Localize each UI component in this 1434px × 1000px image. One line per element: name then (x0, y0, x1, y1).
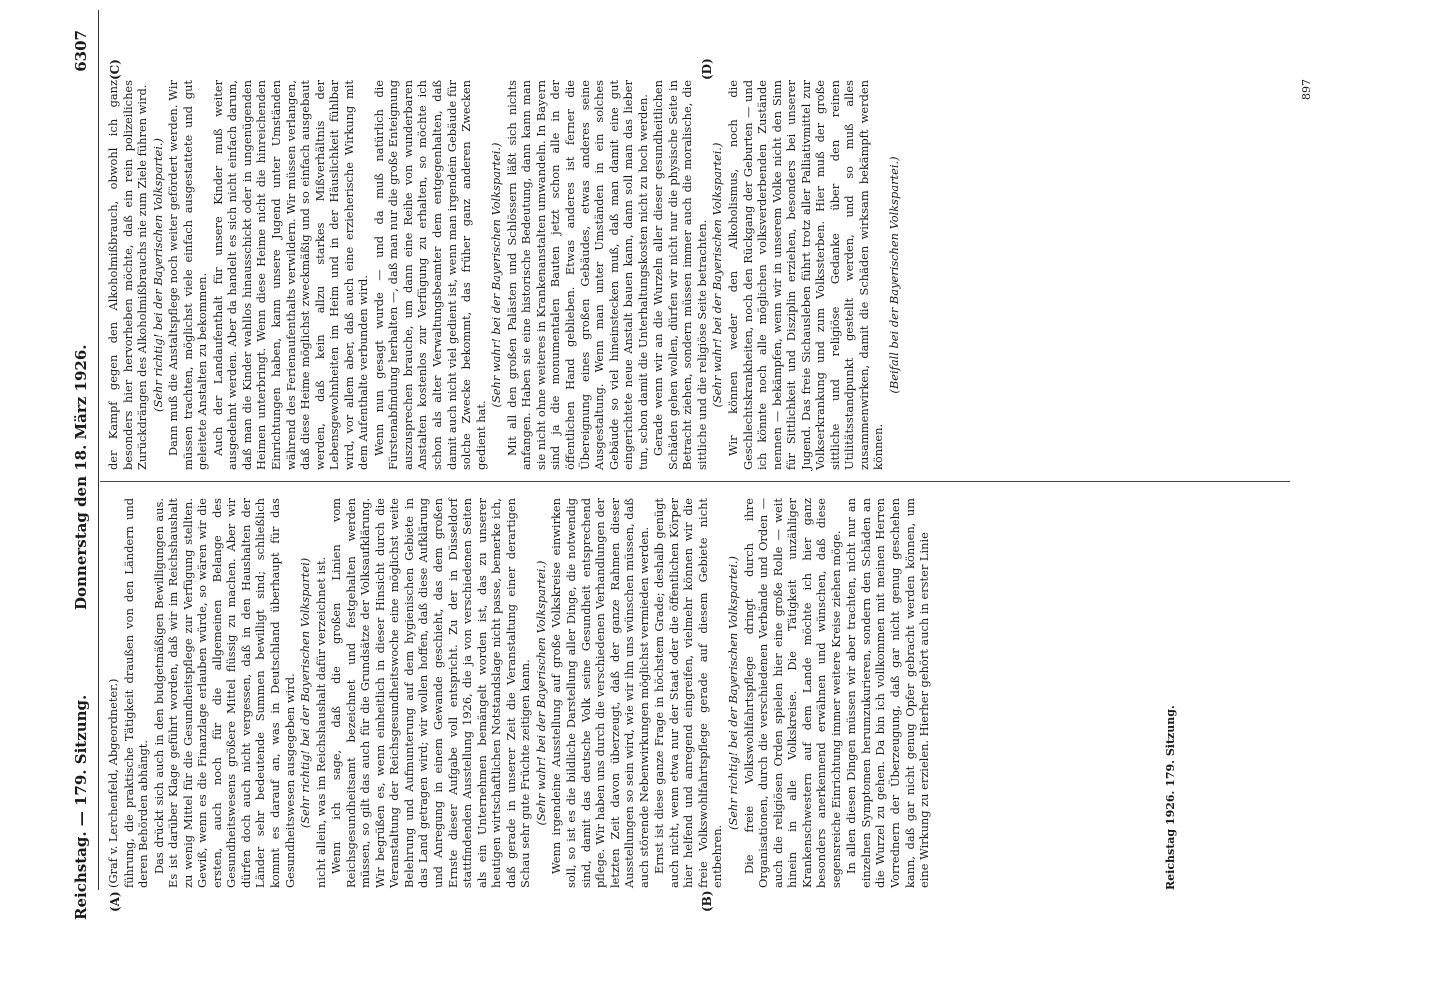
header-left: Reichstag. — 179. Sitzung. (72, 694, 90, 920)
margin-marker-c: (C) (108, 59, 122, 80)
header-page-number: 6307 (72, 30, 90, 72)
margin-marker-d: (D) (700, 58, 714, 80)
interjection: (Sehr richtig! bei der Bayerischen Volkspartei.) (150, 138, 165, 412)
digitization-note (1400, 0, 1434, 1000)
paragraph: Wenn irgendeine Ausstellung auf große Volkskreise einwirken soll, so ist es die bildliche Darstellung aller Dinge, die notwendig sind, damit das deutsche Volk seine Gesundheit entsprechend pflege. Wir haben uns durch die verschiedenen Verhandlungen der letzten Zeit davon überzeugt, daß der ganze Rahmen dieser Ausstellungen so sein wird, wie wir ihn uns wünschen müssen, daß auch störende Nebenwirkungen möglichst vermieden werden. (549, 498, 651, 888)
margin-marker-a: (A) (108, 891, 122, 912)
column-divider (100, 481, 1290, 482)
header-date: Donnerstag den 18. März 1926. (72, 344, 90, 610)
paragraph: nicht allein, was im Reichshaushalt dafür verzeichnet ist. (313, 556, 328, 888)
interjection: (Sehr richtig! bei der Bayerischen Volkspartei.) (725, 556, 740, 830)
page-header (72, 10, 100, 990)
paragraph: Wenn ich sage, daß die großen Linien vom Reichsgesundheitsamt bezeichnet und festgehalten werden müssen, so gilt das auch für die Grundsätze der Volksaufklärung. Wir begrüßen es, wenn einheitlich in dieser Hinsicht durch die Veranstaltung der Reichsgesundheitswoche eine möglichst weite Belehrung und Aufmunterung auf dem hygienischen Gebiete in das Land getragen wird; wir wollen hoffen, daß diese Aufklärung und Anregung in einem Gewande geschieht, das dem großen Ernste dieser Aufgabe voll entspricht. Zu der in Düsseldorf stattfindenden Ausstellung 1926, die ja von verschiedenen Seiten als ein Unternehmen bemängelt worden ist, das zu unserer heutigen wirtschaftlichen Notstandslage nicht passe, bemerke ich, daß gerade in unserer Zeit die Veranstaltung einer derartigen Schau sehr gute Früchte zeitigen kann. (329, 498, 533, 888)
paragraph: Wenn nun gesagt wurde — und da muß natürlich die Fürstenabfindung herhalten —, daß man nur die große Enteignung auszusprechen brauche, um dann eine Reihe von wunderbaren Anstalten kostenlos zur Verfügung zu erhalten, so möchte ich schon als alter Verwaltungsbeamter dem entgegenhalten, daß damit auch nicht viel gedient ist, wenn man irgendein Gebäude für solche Zwecke bekommt, das früher ganz anderen Zwecken gedient hat. (371, 80, 488, 470)
paragraph: der Kampf gegen den Alkoholmißbrauch, obwohl ich ganz besonders hier hervorheben möchte, daß ein rein polizeiliches Zurückdrängen des Alkoholmißbrauchs nie zum Ziele führen wird. (106, 80, 150, 470)
margin-marker-b: (B) (700, 890, 714, 912)
paragraph: Dann muß die Anstaltspflege noch weiter gefördert werden. Wir müssen trachten, möglichst viele einfach ausgestattete und gut geleitete Anstalten zu bekommen. (166, 80, 210, 470)
interjection: (Sehr wahr! bei der Bayerischen Volkspartei.) (489, 142, 504, 408)
paragraph: Mit all den großen Palästen und Schlössern läßt sich nichts anfangen. Haben sie eine historische Bedeutung, dann kann man sie nicht ohne weiteres in Krankenanstalten umwandeln. In Bayern sind ja die monumentalen Bauten jetzt schon alle in der öffentlichen Hand geblieben. Etwas anderes ist ferner die Übereignung eines großen Gebäudes, etwas anderes seine Ausgestaltung. Wenn man unter Umständen in ein solches Gebäude so viel hineinstecken muß, daß man damit eine gut eingerichtete neue Anstalt bauen kann, dann soll man das lieber tun, schon damit die Unterhaltungskosten nicht zu hoch werden. (504, 80, 650, 470)
paragraph: Auch der Landaufenthalt für unsere Kinder muß weiter ausgedehnt werden. Aber da handelt es sich nicht einfach darum, daß man die Kinder wahllos hinausschickt oder in ungenügenden Heimen unterbringt. Wenn diese Heime nicht die hinreichenden Einrichtungen haben, kann unsere Jugend unter Umständen während des Ferienaufenthalts verwildern. Wir müssen verlangen, daß diese Heime möglichst zweckmäßig und so einfach ausgebaut werden, daß kein allzu starkes Mißverhältnis der Lebensgewohnheiten im Heim und in der Häuslichkeit fühlbar wird, vor allem aber, daß auch eine erzieherische Wirkung mit dem Aufenthalte verbunden wird. (210, 80, 371, 470)
bottom-page-number: 897 (1300, 79, 1313, 100)
interjection: (Beifall bei der Bayerischen Volkspartei.) (886, 156, 901, 394)
paragraph: Ernst ist diese ganze Frage in höchstem Grade; deshalb genügt auch nicht, wenn etwa nur der Staat oder die öffentlichen Körper hier helfend und anregend eingreifen, vielmehr können wir die freie Volkswohlfahrtspflege gerade auf diesem Gebiete nicht entbehren. (652, 498, 725, 888)
text-column-right (106, 80, 1291, 470)
paragraph: Gerade wenn wir an die Wurzeln aller dieser gesundheitlichen Schäden gehen wollen, dürfen wir nicht nur die physische Seite in Betracht ziehen, sondern müssen immer auch die moralische, die sittliche und die religiöse Seite betrachten. (651, 80, 709, 470)
interjection: (Sehr wahr! bei der Bayerischen Volkspartei.) (710, 142, 725, 408)
speaker-line: (Graf v. Lerchenfeld, Abgeordneter.) (106, 678, 120, 888)
text-column-left (106, 498, 1156, 888)
paragraph: führung, die praktische Tätigkeit draußen von den Ländern und deren Behörden abhängt. (121, 498, 151, 888)
page-footer: Reichstag 1926. 179. Sitzung. (1164, 705, 1177, 890)
interjection: (Sehr wahr! bei der Bayerischen Volkspartei.) (533, 560, 548, 826)
paragraph: Das drückt sich auch in den budgetmäßigen Bewilligungen aus. Es ist darüber Klage geführt worden, daß wir im Reichshaushalt zu wenig Mittel für die Gesundheitspflege zur Verfügung stellten. Gewiß, wenn es die Finanzlage erlauben würde, so wären wir die ersten, auch noch für die allgemeinen Belange des Gesundheitswesens größere Mittel flüssig zu machen. Aber wir dürfen doch auch nicht vergessen, daß in den Haushalten der Länder sehr bedeutende Summen bewilligt sind; schließlich kommt es darauf an, was in Deutschland überhaupt für das Gesundheitswesen ausgegeben wird. (151, 498, 297, 888)
paragraph: In allen diesen Dingen müssen wir aber trachten, nicht nur an einzelnen Symptomen herumzukurieren, sondern den Schäden an die Wurzel zu gehen. Da bin ich vollkommen mit meinen Herren Vorrednern der Überzeugung, daß gar nicht genug geschehen kann, daß gar nicht genug Opfer gebracht werden können, um eine Wirkung zu erzielen. Hierher gehört auch in erster Linie (844, 498, 932, 888)
interjection: (Sehr richtig! bei der Bayerischen Volkspartei) (298, 557, 313, 829)
header-rule (98, 10, 99, 890)
paragraph: Die freie Volkswohlfahrtspflege dringt durch ihre Organisationen, durch die verschiedenen Verbände und Orden — auch die religiösen Orden spielen hier eine große Rolle — weit hinein in alle Volkskreise. Die Tätigkeit unzähliger Krankenschwestern auf dem Lande möchte ich hier ganz besonders anerkennend erwähnen und wünschen, daß diese segensreiche Einrichtung immer weitere Kreise ziehen möge. (741, 498, 843, 888)
paragraph: Wir können weder den Alkoholismus, noch die Geschlechtskrankheiten, noch den Rückgang der Geburten — und ich könnte noch alle möglichen volksverderbenden Zustände nennen — bekämpfen, wenn wir in unserem Volke nicht den Sinn für Sittlichkeit und Disziplin erziehen, besonders bei unserer Jugend. Das freie Sichausleben führt trotz aller Palliativmittel zur Volkserkrankung und zum Volkssterben. Hier muß der große sittliche und religiöse Gedanke über den reinen Utilitätsstandpunkt gestellt werden, und so muß alles zusammenwirken, damit die Schäden wirksam bekämpft werden können. (725, 80, 886, 470)
